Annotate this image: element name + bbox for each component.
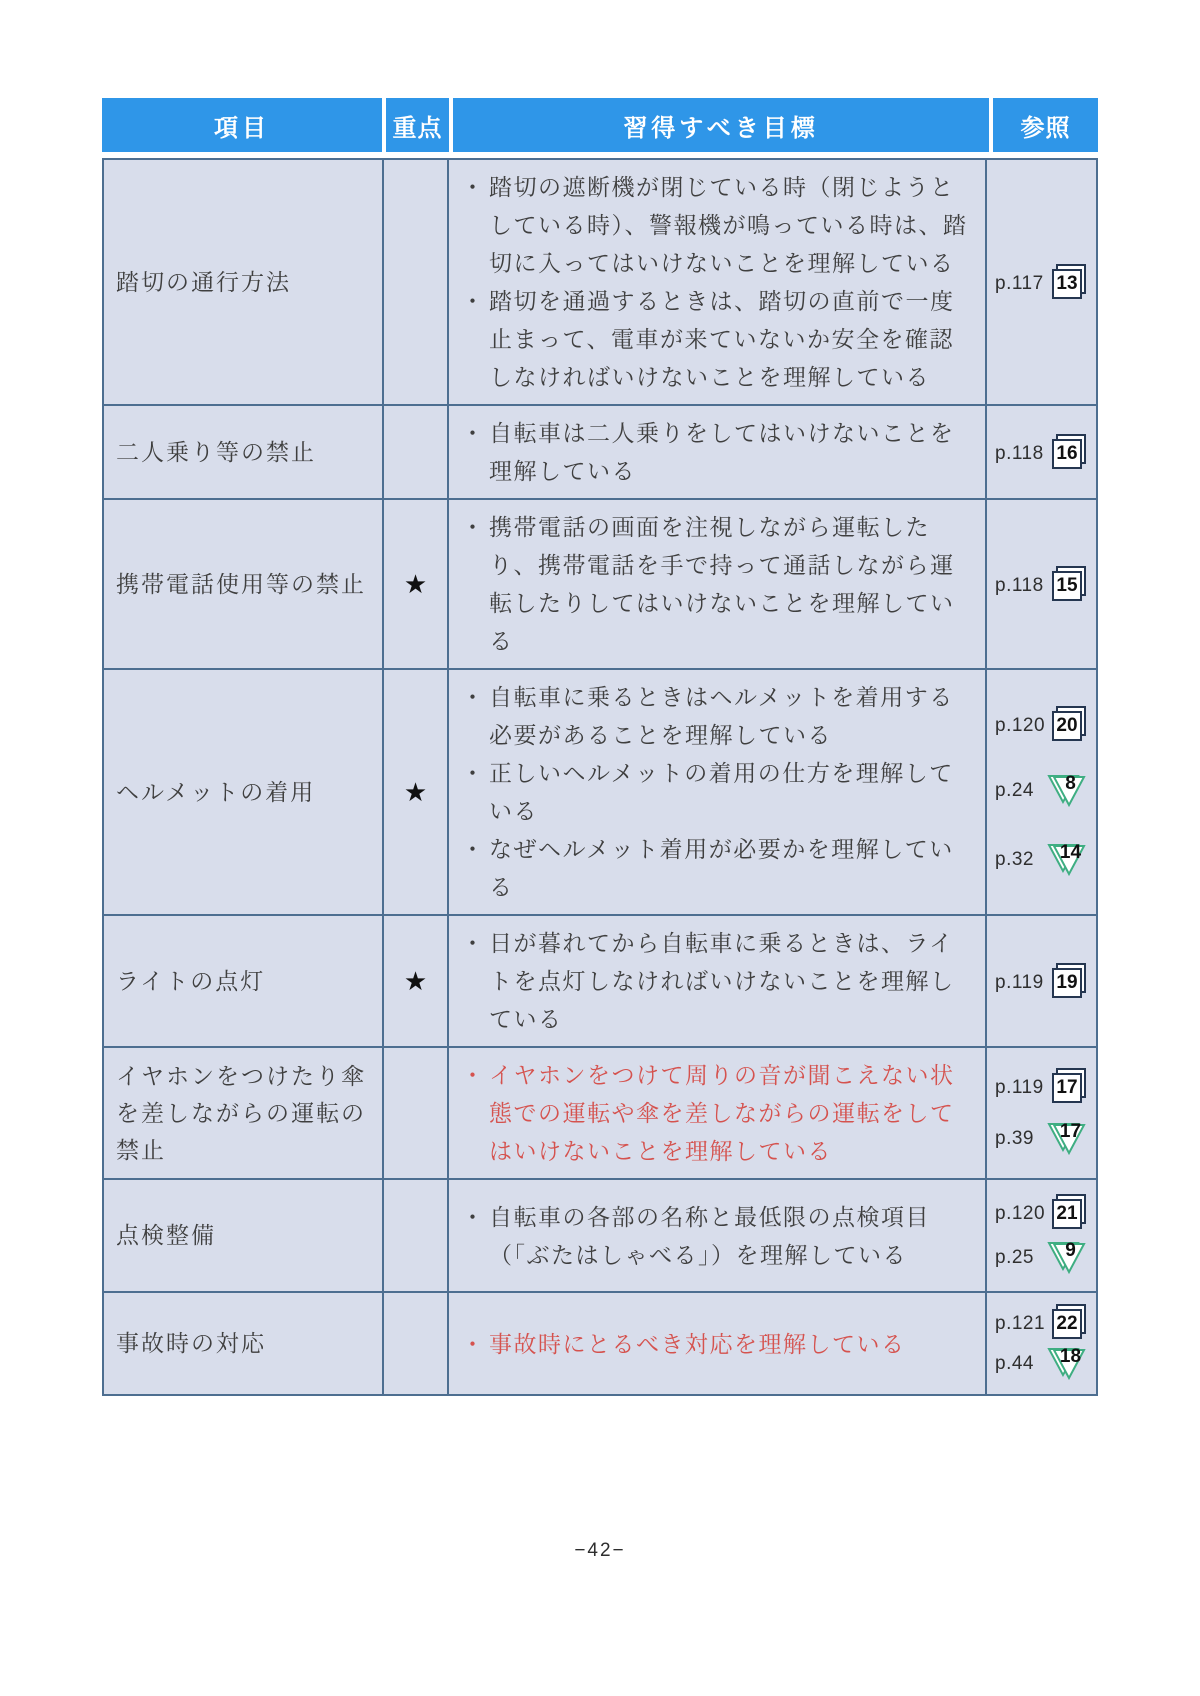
bullet-glyph: ・ <box>461 174 486 200</box>
goal-cell <box>449 1293 987 1394</box>
item-label <box>104 1293 384 1394</box>
item-text: ライトの点灯 <box>116 967 266 994</box>
goal-line <box>461 924 977 1038</box>
item-label <box>104 406 384 498</box>
goal-cell <box>449 1048 987 1178</box>
triangle-page-badge-icon: 14 <box>1046 842 1086 878</box>
reference-page: p.120 <box>995 714 1046 736</box>
emphasis-cell <box>384 916 449 1046</box>
goal-line <box>461 830 977 906</box>
item-text: 点検整備 <box>116 1222 216 1248</box>
square-page-badge-icon: 22 <box>1052 1309 1082 1339</box>
goal-cell <box>449 670 987 914</box>
column-header-reference: 参照 <box>993 98 1098 152</box>
emphasis-cell <box>384 1048 449 1178</box>
goal-text: 踏切の遮断機が閉じている時（閉じようとしている時）、警報機が鳴っている時は、踏切に入ってはいけないことを理解している <box>489 174 968 276</box>
reference-entry <box>995 567 1088 601</box>
reference-page: p.119 <box>995 972 1044 993</box>
reference-cell <box>987 1180 1096 1291</box>
reference-cell <box>987 406 1096 498</box>
reference-entry <box>995 1117 1088 1157</box>
goal-line <box>461 282 977 396</box>
reference-page: p.120 <box>995 1203 1046 1224</box>
table-row <box>104 500 1096 670</box>
reference-entry <box>995 1342 1088 1382</box>
column-header-emphasis: 重点 <box>386 98 449 152</box>
reference-entry <box>995 769 1088 809</box>
reference-page: p.118 <box>995 575 1044 596</box>
item-label <box>104 670 384 914</box>
reference-page: p.121 <box>995 1312 1046 1334</box>
goal-text: 携帯電話の画面を注視しながら運転したり、携帯電話を手で持って通話しながら運転したりしてはいけないことを理解している <box>489 514 955 654</box>
goal-line <box>461 1056 977 1170</box>
item-label <box>104 1048 384 1178</box>
goal-text: 踏切を通過するときは、踏切の直前で一度止まって、電車が来ていないか安全を確認しなければいけないことを理解している <box>489 288 955 390</box>
goal-cell <box>449 916 987 1046</box>
learning-goals-table <box>102 98 1098 1396</box>
reference-page: p.118 <box>995 443 1044 464</box>
item-text: 踏切の通行方法 <box>116 268 291 295</box>
triangle-page-badge-icon: 18 <box>1046 1346 1086 1382</box>
emphasis-cell <box>384 160 449 404</box>
bullet-glyph: ・ <box>461 760 486 786</box>
goal-line <box>461 168 977 282</box>
bullet-glyph: ・ <box>461 514 486 540</box>
goal-cell <box>449 406 987 498</box>
goal-line <box>461 508 977 660</box>
emphasis-star: ★ <box>403 776 428 807</box>
reference-entry <box>995 964 1088 998</box>
goal-text: 事故時にとるべき対応を理解している <box>489 1330 906 1357</box>
item-label <box>104 1180 384 1291</box>
goal-cell <box>449 500 987 668</box>
reference-entry <box>995 1305 1088 1339</box>
item-text: 事故時の対応 <box>116 1330 266 1356</box>
bullet-glyph: ・ <box>461 684 486 710</box>
goal-text: 自転車に乗るときはヘルメットを着用する必要があることを理解している <box>489 684 954 748</box>
goal-cell <box>449 160 987 404</box>
page-number: −42− <box>574 1540 626 1561</box>
reference-cell <box>987 160 1096 404</box>
item-text: 二人乗り等の禁止 <box>116 438 316 465</box>
goal-text: 自転車の各部の名称と最低限の点検項目（「ぶたはしゃべる」）を理解している <box>489 1203 930 1268</box>
square-page-badge-icon: 17 <box>1052 1073 1082 1103</box>
square-page-badge-icon: 20 <box>1052 711 1082 741</box>
bullet-glyph: ・ <box>461 1330 486 1357</box>
square-page-badge-icon: 16 <box>1052 439 1082 469</box>
column-header-goal: 習得すべき目標 <box>453 98 989 152</box>
bullet-glyph: ・ <box>461 1062 486 1088</box>
goal-line <box>461 1325 977 1363</box>
table-row <box>104 1180 1096 1293</box>
emphasis-cell <box>384 670 449 914</box>
reference-page: p.24 <box>995 780 1034 801</box>
reference-entry <box>995 1195 1088 1229</box>
goal-line <box>461 1198 977 1274</box>
reference-cell <box>987 916 1096 1046</box>
reference-page: p.32 <box>995 848 1034 870</box>
table-body <box>102 158 1098 1396</box>
goal-text: 自転車は二人乗りをしてはいけないことを理解している <box>489 420 955 484</box>
item-label <box>104 500 384 668</box>
goal-line <box>461 414 977 490</box>
table-row <box>104 670 1096 916</box>
reference-page: p.117 <box>995 273 1044 294</box>
bullet-glyph: ・ <box>461 420 486 446</box>
item-label <box>104 916 384 1046</box>
reference-page: p.39 <box>995 1127 1034 1149</box>
table-row <box>104 160 1096 406</box>
item-text: ヘルメットの着用 <box>116 778 316 805</box>
goal-text: イヤホンをつけて周りの音が聞こえない状態での運転や傘を差しながらの運転をしてはいけないことを理解している <box>489 1062 955 1164</box>
reference-entry <box>995 1069 1088 1103</box>
reference-page: p.25 <box>995 1247 1034 1268</box>
square-page-badge-icon: 21 <box>1052 1199 1082 1229</box>
reference-page: p.119 <box>995 1077 1044 1099</box>
table-row <box>104 916 1096 1048</box>
reference-cell <box>987 500 1096 668</box>
bullet-glyph: ・ <box>461 836 486 862</box>
reference-entry <box>995 435 1088 469</box>
table-row <box>104 406 1096 500</box>
emphasis-cell <box>384 1293 449 1394</box>
emphasis-cell <box>384 406 449 498</box>
reference-cell <box>987 1048 1096 1178</box>
emphasis-star: ★ <box>403 965 428 996</box>
goal-line <box>461 678 977 754</box>
bullet-glyph: ・ <box>461 930 486 956</box>
triangle-page-badge-icon: 9 <box>1046 1240 1086 1276</box>
emphasis-cell <box>384 1180 449 1291</box>
emphasis-star: ★ <box>403 568 428 599</box>
table-row <box>104 1293 1096 1394</box>
square-page-badge-icon: 13 <box>1052 269 1082 299</box>
reference-entry <box>995 838 1088 878</box>
triangle-page-badge-icon: 8 <box>1046 773 1086 809</box>
bullet-glyph: ・ <box>461 1203 486 1230</box>
goal-text: 日が暮れてから自転車に乗るときは、ライトを点灯しなければいけないことを理解している <box>489 930 955 1032</box>
goal-line <box>461 754 977 830</box>
goal-cell <box>449 1180 987 1291</box>
goal-text: なぜヘルメット着用が必要かを理解している <box>489 836 954 900</box>
table-row <box>104 1048 1096 1180</box>
square-page-badge-icon: 15 <box>1052 571 1082 601</box>
table-header-row <box>102 98 1098 152</box>
reference-cell <box>987 1293 1096 1394</box>
item-text: 携帯電話使用等の禁止 <box>116 570 366 597</box>
emphasis-cell <box>384 500 449 668</box>
triangle-page-badge-icon: 17 <box>1046 1121 1086 1157</box>
reference-cell <box>987 670 1096 914</box>
item-label <box>104 160 384 404</box>
bullet-glyph: ・ <box>461 288 486 314</box>
column-header-item: 項目 <box>102 98 382 152</box>
reference-entry <box>995 265 1088 299</box>
item-text: イヤホンをつけたり傘を差しながらの運転の禁止 <box>116 1062 366 1163</box>
reference-entry <box>995 1236 1088 1276</box>
square-page-badge-icon: 19 <box>1052 968 1082 998</box>
reference-entry <box>995 707 1088 741</box>
goal-text: 正しいヘルメットの着用の仕方を理解している <box>489 760 954 824</box>
reference-page: p.44 <box>995 1353 1034 1375</box>
